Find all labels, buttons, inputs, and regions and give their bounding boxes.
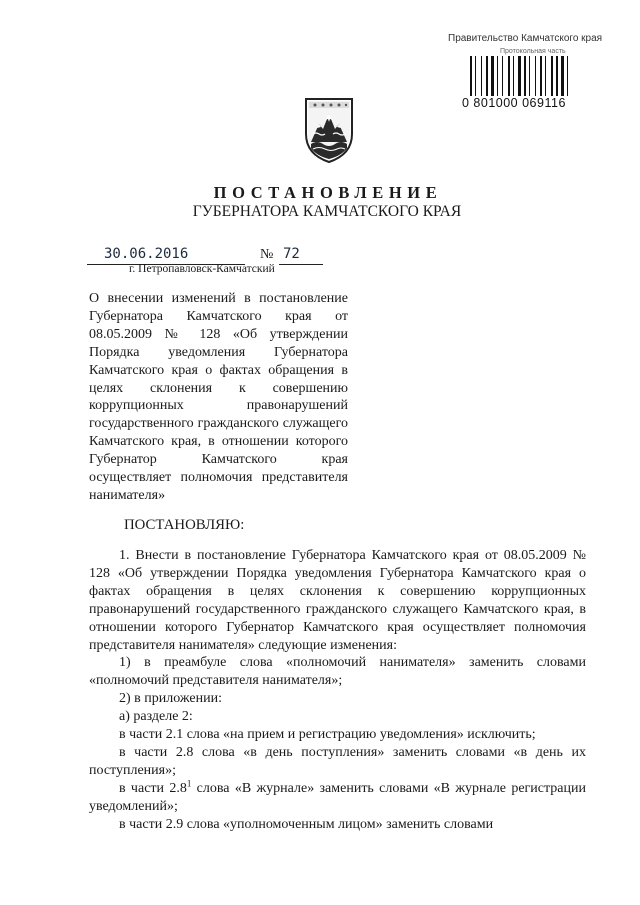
document-subtitle: ГУБЕРНАТОРА КАМЧАТСКОГО КРАЯ (192, 203, 462, 220)
document-title: ПОСТАНОВЛЕНИЕ (213, 183, 443, 202)
body-paragraph-8: в части 2.9 слова «уполномоченным лицом» заменить словами (119, 816, 494, 832)
body-paragraph-5: в части 2.1 слова «на прием и регистрацию уведомления» исключить; (119, 727, 536, 743)
barcode-image (470, 56, 598, 96)
body-paragraph-7-end: слова «В журнале» заменить словами «В журнале регистрации уведомлений»; (89, 780, 586, 814)
body-paragraph-2: 1) в преамбуле слова «полномочий нанимателя» заменить словами «полномочий представителя нанимателя»; (89, 655, 586, 689)
document-number: 72 (283, 246, 300, 262)
coat-of-arms-emblem (303, 96, 355, 164)
body-paragraph-7 (89, 780, 586, 816)
body-paragraph-1: 1. Внести в постановление Губернатора Камчатского края от 08.05.2009 № 128 «Об утверждении Порядка уведомления Губернатора Камчатского края о фактах обращения в целях склонения к совершению коррупционных правонарушений государственного гражданского служащего Камчатского края, в отношении которого Губернатор Камчатского края осуществляет полномочия представителя нанимателя» следующие изменения: (89, 548, 586, 653)
barcode-number: 0 801000 069116 (462, 96, 566, 110)
body-paragraph-3: 2) в приложении: (119, 691, 222, 707)
document-date: 30.06.2016 (104, 246, 189, 262)
stamp-sub-label: Протокольная часть (500, 48, 566, 55)
document-subject: О внесении изменений в постановление Губернатора Камчатского края от 08.05.2009 № 128 «Об утверждении Порядка уведомления Губернатора Камчатского края о фактах обращения в целях склонения к совершению коррупционных правонарушений государственного гражданского служащего Камчатского края, в отношении которого Губернатор Камчатского края осуществляет полномочия представителя нанимателя» (89, 291, 348, 503)
number-underline (279, 264, 323, 265)
document-body (89, 547, 586, 834)
document-city: г. Петропавловск-Камчатский (129, 263, 275, 275)
decree-word: ПОСТАНОВЛЯЮ: (124, 517, 245, 533)
body-paragraph-4: а) разделе 2: (119, 709, 193, 725)
stamp-organization: Правительство Камчатского края (448, 33, 603, 44)
number-sign: № (260, 247, 274, 262)
body-paragraph-7-start: в части 2.8 (119, 780, 187, 796)
body-paragraph-7-superscript: 1 (186, 778, 192, 789)
body-paragraph-6: в части 2.8 слова «в день поступления» заменить словами «в день их поступления»; (89, 744, 586, 778)
